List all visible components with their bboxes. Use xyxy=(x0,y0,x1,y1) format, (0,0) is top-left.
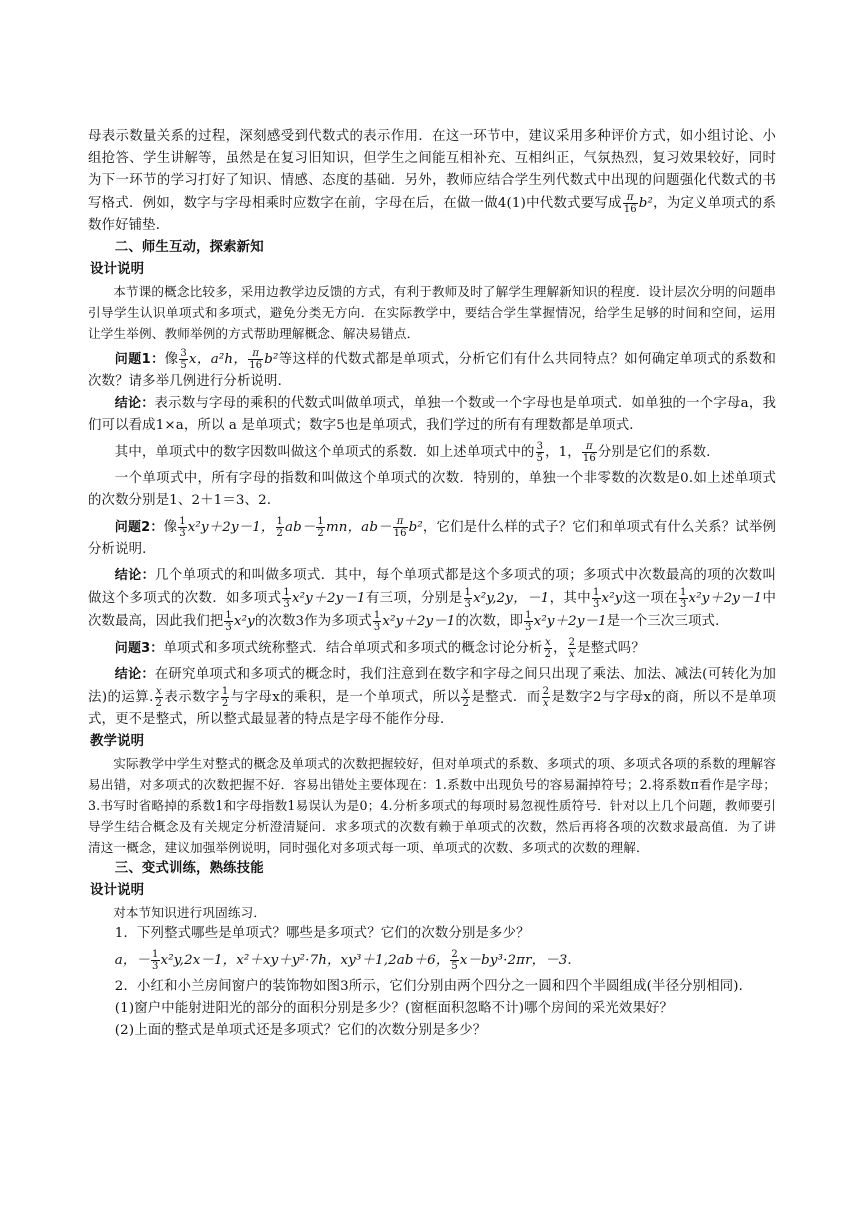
coefficient-paragraph: 其中，单项式中的数字因数叫做这个单项式的系数．如上述单项式中的 $\frac{3}{5}$ ，1， $\frac{\pi}{16}$ 分别是它们的系数． xyxy=(114,441,720,464)
question-1-label: 问题1： xyxy=(114,352,165,367)
fraction-1-3: $\frac{1}{3}$ xyxy=(179,516,186,539)
question-2-label: 问题2： xyxy=(114,520,164,535)
fraction-x-2: $\frac{x}{2}$ xyxy=(462,686,469,709)
fraction-x-2: $\frac{x}{2}$ xyxy=(544,637,552,660)
fraction-1-3: $\frac{1}{3}$ xyxy=(464,587,472,610)
question-3-label: 问题3： xyxy=(114,641,164,656)
fraction-2-x: $\frac{2}{x}$ xyxy=(568,637,576,660)
fraction-x-2: $\frac{x}{2}$ xyxy=(155,686,163,709)
intro-text: 母表示数量关系的过程，深刻感受到代数式的表示作用．在这一环节中，建议采用多种评价方式，如小组讨论、小组抢答、学生讲解等，虽然是在复习旧知识，但学生之间能互相补充、互相纠正，气氛热烈，复习效果较好，同时为下一环节的学习打好了知识、情感、态度的基础．另外，教师应结合学生列代数式中出现的问题强化代数式的书写格式．例如，数字与字母相乘时应数字在前，字母在后，在做一做4(1)中代数式要写成 xyxy=(88,129,776,211)
fraction-2-5: $\frac{2}{5}$ xyxy=(451,949,458,972)
conclusion-1-label: 结论： xyxy=(114,396,155,411)
teaching-heading: 教学说明 xyxy=(90,734,145,749)
design-heading-2: 设计说明 xyxy=(90,883,145,898)
teaching-paragraph: 实际教学中学生对整式的概念及单项式的次数把握较好，但对单项式的系数、多项式的项、多项式各项的系数的理解容易出错，对多项式的次数把握不好．容易出错处主要体现在：1.系数中出现负号的容易漏掉符号；2.将系数π看作是字母；3.书写时省略掉的系数1和字母指数1易误认为是0；4.分析多项式的每项时易忽视性质符号．针对以上几个问题，教师要引导学生结合概念及有关规定分析澄清疑问．求多项式的次数有赖于单项式的次数，然后再将各项的次数求最高值．为了讲清这一概念，建议加强举例说明，同时强化对多项式每一项、单项式的次数、多项式的次数的理解． xyxy=(88,756,776,855)
fraction-pi-16: $\frac{\pi}{16}$ xyxy=(393,516,407,539)
fraction-1-3: $\frac{1}{3}$ xyxy=(525,610,532,633)
fraction-3-5: $\frac{3}{5}$ xyxy=(180,348,187,371)
fraction-2-x: $\frac{2}{x}$ xyxy=(542,686,550,709)
exercise-1-question: 1．下列整式哪些是单项式？哪些是多项式？它们的次数分别是多少？ xyxy=(114,926,530,941)
conclusion-2-label: 结论： xyxy=(114,568,156,583)
exercise-2-sub-2: (2)上面的整式是单项式还是多项式？它们的次数分别是多少？ xyxy=(114,1023,487,1038)
exercise-1-expressions: a，－ $\frac{1}{3}$ x²y,2x－1，x²＋xy＋y²·7h，xy³＋1,2ab＋6， $\frac{2}{5}$ x－by³·2πr，－3. xyxy=(114,949,572,972)
fraction-1-2: $\frac{1}{2}$ xyxy=(317,516,324,539)
fraction-1-3: $\frac{1}{3}$ xyxy=(152,949,159,972)
fraction-1-3: $\frac{1}{3}$ xyxy=(593,587,600,610)
conclusion-1: 结论：表示数与字母的乘积的代数式叫做单项式，单独一个数或一个字母也是单项式．如单独的一个字母a，我们可以看成1×a，所以 a 是单项式；数字5也是单项式，我们学过的所有有理数都是单项式． xyxy=(88,396,776,433)
fraction-3-5: $\frac{3}{5}$ xyxy=(536,441,544,464)
intro-paragraph xyxy=(88,126,776,237)
document-body xyxy=(88,126,776,1042)
conclusion-2: 结论：几个单项式的和叫做多项式．其中，每个单项式都是这个多项式的项；多项式中次数最高的项的次数叫做这个多项式的次数．如多项式 $\frac{1}{3}$ x²y＋2y－1有三项，分别是 $\frac{1}{3}$ x²y,2y，－1，其中 $\frac{1}{3}$ x²y这一项在 $\frac{1}{3}$ x²y＋2y－1中次数最高，因此我们把 $\frac{1}{3}$ x²y的次数3作为多项式 $\frac{1}{3}$ x²y＋2y－1的次数，即 $\frac{1}{3}$ x²y＋2y－1是一个三次三项式． xyxy=(88,568,777,633)
fraction-1-3: $\frac{1}{3}$ xyxy=(225,610,232,633)
design-paragraph-1: 本节课的概念比较多，采用边教学边反馈的方式，有利于教师及时了解学生理解新知识的程度．设计层次分明的问题串引导学生认识单项式和多项式，避免分类无方向．在实际教学中，要结合学生掌握情况，给学生足够的时间和空间，运用让学生举例、教师举例的方式帮助理解概念、解决易错点． xyxy=(88,284,776,341)
question-3: 问题3：单项式和多项式统称整式．结合单项式和多项式的概念讨论分析 $\frac{x}{2}$ ， $\frac{2}{x}$ 是整式吗？ xyxy=(114,637,645,660)
design-heading-1: 设计说明 xyxy=(90,262,145,277)
fraction-pi-16: $\frac{\pi}{16}$ xyxy=(582,441,596,464)
design-paragraph-2: 对本节知识进行巩固练习． xyxy=(113,905,267,920)
fraction-1-3: $\frac{1}{3}$ xyxy=(373,610,381,633)
section-2-title: 二、师生互动，探索新知 xyxy=(114,240,264,255)
exercise-2-question: 2．小红和小兰房间窗户的装饰物如图3所示，它们分别由两个四分之一圆和四个半圆组成(半径分别相同)． xyxy=(114,979,753,994)
question-2: 问题2：像 $\frac{1}{3}$ x²y＋2y－1， $\frac{1}{2}$ ab－ $\frac{1}{2}$ mn，ab－ $\frac{\pi}{16}$ b²，它们是什么样的式子？它们和单项式有什么关系？试举例分析说明． xyxy=(88,516,776,557)
fraction-pi-16: $\frac{\pi}{16}$ xyxy=(623,192,637,215)
fraction-1-2: $\frac{1}{2}$ xyxy=(221,686,229,709)
exercise-2-sub-1: (1)窗户中能射进阳光的部分的面积分别是多少？(窗框面积忽略不计)哪个房间的采光效果好？ xyxy=(114,1001,674,1016)
fraction-pi-16: $\frac{\pi}{16}$ xyxy=(249,348,263,371)
math-b2: b² xyxy=(638,196,654,211)
conclusion-3: 结论：在研究单项式和多项式的概念时，我们注意到在数字和字母之间只出现了乘法、加法、减法(可转化为加法)的运算. $\frac{x}{2}$ 表示数字 $\frac{1}{2}$ 与字母x的乘积，是一个单项式，所以 $\frac{x}{2}$ 是整式．而 $\frac{2}{x}$ 是数字2与字母x的商，所以不是单项式，更不是整式，所以整式最显著的特点是字母不能作分母． xyxy=(88,667,776,727)
fraction-1-3: $\frac{1}{3}$ xyxy=(283,587,290,610)
fraction-1-3: $\frac{1}{3}$ xyxy=(680,587,687,610)
question-1: 问题1：像 $\frac{3}{5}$ x，a²h， $\frac{\pi}{16}$ b²等这样的代数式都是单项式，分析它们有什么共同特点？如何确定单项式的系数和次数？请多举几例进行分析说明． xyxy=(88,348,777,389)
fraction-1-2: $\frac{1}{2}$ xyxy=(276,516,284,539)
degree-paragraph: 一个单项式中，所有字母的指数和叫做这个单项式的次数．特别的，单独一个非零数的次数是0.如上述单项式的次数分别是1、2＋1＝3、2. xyxy=(88,471,776,508)
section-3-title: 三、变式训练，熟练技能 xyxy=(114,861,264,876)
intro-text-end: ，为定义单项式的系数作好铺垫． xyxy=(88,196,776,233)
conclusion-3-label: 结论： xyxy=(114,667,155,682)
